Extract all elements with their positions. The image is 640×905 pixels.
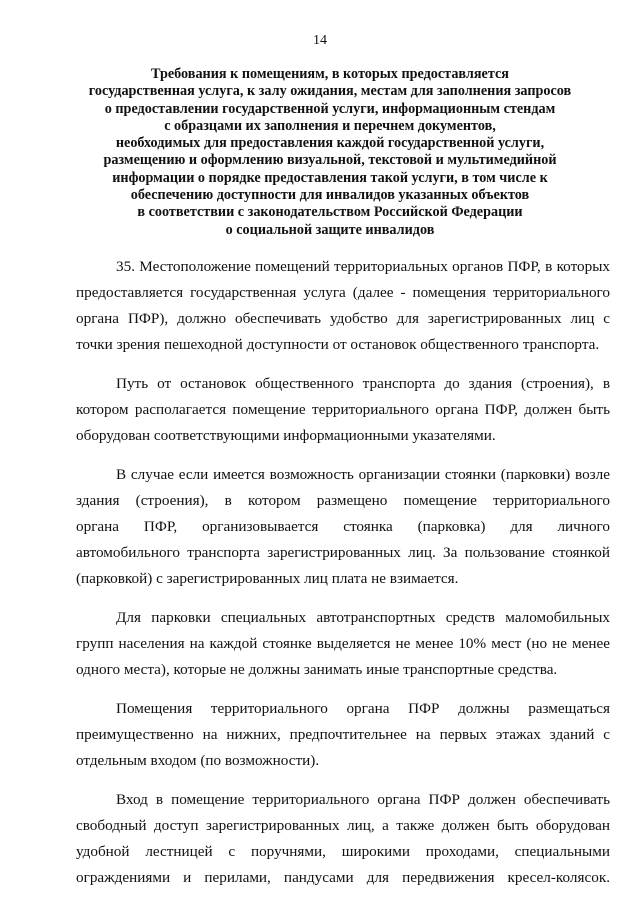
text-line: удобной лестницей с поручнями, широкими проходами, специальными <box>76 843 610 860</box>
text-line: Для парковки специальных автотранспортных средств маломобильных <box>116 609 610 626</box>
section-heading <box>60 66 600 239</box>
text-line: Вход в помещение территориального органа ПФР должен обеспечивать <box>116 791 610 808</box>
text-line: преимущественно на нижних, предпочтительнее на первых этажах зданий с <box>76 726 610 743</box>
text-line: (парковкой) с зарегистрированных лиц плата не взимается. <box>76 570 459 587</box>
text-line: одного места), которые не должны занимать иные транспортные средства. <box>76 661 558 678</box>
paragraph-special-parking <box>76 605 610 683</box>
paragraph-35 <box>76 254 610 358</box>
text-line: предоставляется государственная услуга (далее - помещения территориального <box>76 284 610 301</box>
heading-line: обеспечению доступности для инвалидов указанных объектов <box>130 187 530 204</box>
text-line: оборудован соответствующими информационными указателями. <box>76 427 496 444</box>
paragraph-floors <box>76 696 610 774</box>
heading-line: о предоставлении государственной услуги, информационным стендам <box>104 100 556 117</box>
paragraph-route <box>76 371 610 449</box>
page-number: 14 <box>313 33 327 48</box>
text-line: точки зрения пешеходной доступности от остановок общественного транспорта. <box>76 336 600 353</box>
text-line: 35. Местоположение помещений территориальных органов ПФР, в которых <box>116 258 610 275</box>
heading-line: Требования к помещениям, в которых предоставляется <box>151 66 509 82</box>
text-line: органа ПФР), должно обеспечивать удобство для зарегистрированных лиц с <box>76 310 610 327</box>
text-line: автомобильного транспорта зарегистрированных лиц. За пользование стоянкой <box>76 544 610 561</box>
paragraph-parking <box>76 462 610 592</box>
text-line: ограждениями и перилами, пандусами для передвижения кресел-колясок. <box>76 869 610 886</box>
heading-line: необходимых для предоставления каждой государственной услуги, <box>115 135 545 152</box>
heading-line: в соответствии с законодательством Российской Федерации <box>137 204 523 221</box>
heading-line: размещению и оформлению визуальной, текстовой и мультимедийной <box>103 152 557 169</box>
heading-line: о социальной защите инвалидов <box>225 221 435 238</box>
text-line: органа ПФР, организовывается стоянка (парковка) для личного <box>76 518 610 535</box>
paragraph-entrance <box>76 787 610 891</box>
text-line: отдельным входом (по возможности). <box>76 752 320 769</box>
text-line: здания (строения), в котором размещено помещение территориального <box>76 492 610 509</box>
text-line: Путь от остановок общественного транспорта до здания (строения), в <box>116 375 610 392</box>
text-line: свободный доступ зарегистрированных лиц, а также должен быть оборудован <box>76 817 610 834</box>
document-body <box>76 254 610 904</box>
text-line: Помещения территориального органа ПФР должны размещаться <box>116 700 610 717</box>
text-line: групп населения на каждой стоянке выделяется не менее 10% мест (но не менее <box>76 635 610 652</box>
heading-line: с образцами их заполнения и перечнем документов, <box>164 117 496 134</box>
text-line: котором располагается помещение территориального органа ПФР, должен быть <box>76 401 610 418</box>
text-line: В случае если имеется возможность организации стоянки (парковки) возле <box>116 466 610 483</box>
heading-line: государственная услуга, к залу ожидания, местам для заполнения запросов <box>88 83 572 100</box>
heading-line: информации о порядке предоставления такой услуги, в том числе к <box>112 169 548 186</box>
